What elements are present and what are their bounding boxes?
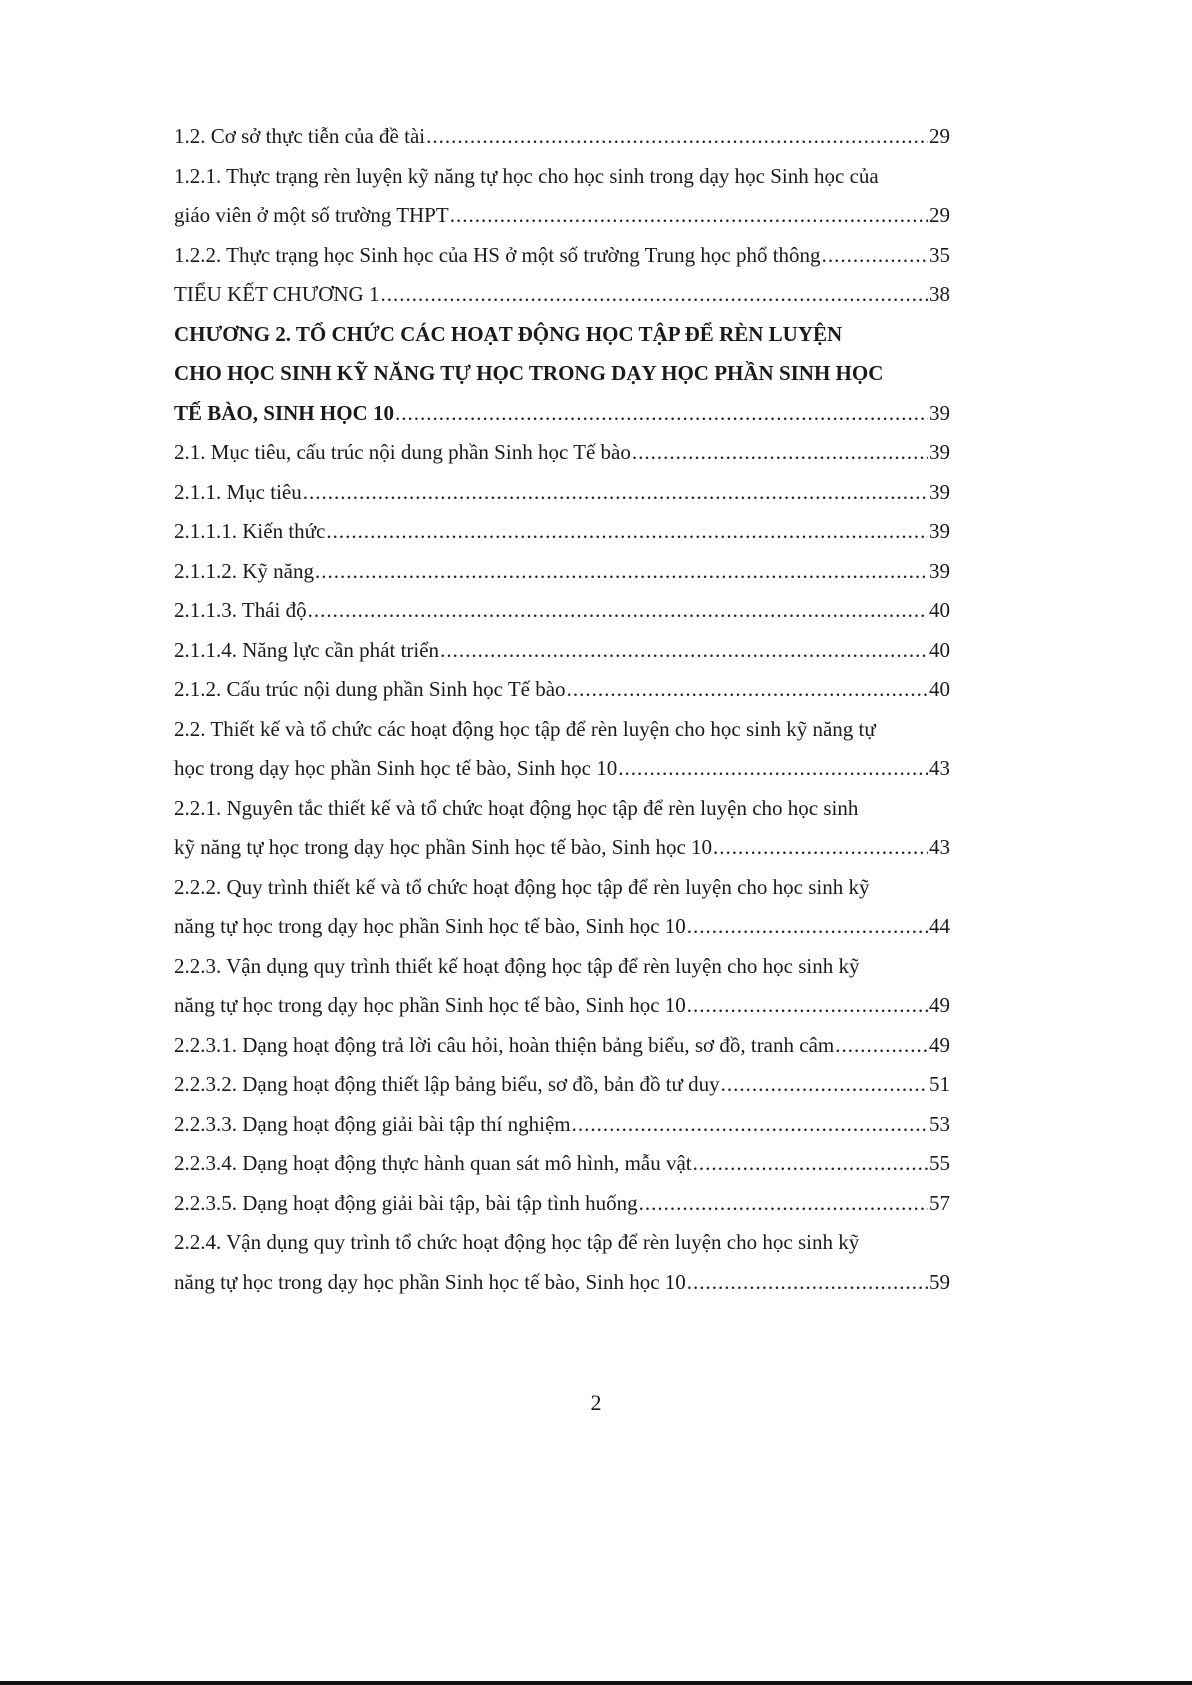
toc-line — [174, 1144, 950, 1184]
page-number: 2 — [590, 1390, 602, 1415]
toc-entry-text: 2.2.4. Vận dụng quy trình tổ chức hoạt động học tập để rèn luyện cho học sinh kỹ — [174, 1230, 860, 1254]
toc-line — [174, 315, 950, 355]
toc-line — [174, 275, 950, 315]
toc-line — [174, 710, 950, 750]
toc-entry-text: 2.1. Mục tiêu, cấu trúc nội dung phần Sinh học Tế bào — [174, 440, 631, 464]
toc-entry — [174, 1065, 950, 1105]
toc-dot-leader — [308, 591, 928, 631]
toc-entry — [174, 1026, 950, 1066]
toc-page-number: 53 — [929, 1111, 950, 1136]
toc-line — [174, 1184, 950, 1224]
toc-page-number: 44 — [929, 914, 950, 938]
toc-page-number: 40 — [929, 637, 950, 662]
toc-page-number: 49 — [929, 1032, 950, 1057]
toc-dot-leader — [835, 1026, 928, 1066]
toc-entry-text: 2.1.1.3. Thái độ — [174, 598, 307, 622]
toc-entry-text: 2.1.1.1. Kiến thức — [174, 519, 326, 543]
toc-entry-text: 2.1.1.4. Năng lực cần phát triển — [174, 637, 440, 662]
toc-entry-text: giáo viên ở một số trường THPT — [174, 203, 449, 227]
toc-line — [174, 1263, 950, 1303]
toc-entry — [174, 157, 950, 236]
toc-entry-text: kỹ năng tự học trong dạy học phần Sinh học tế bào, Sinh học 10 — [174, 835, 713, 859]
toc-entry — [174, 552, 950, 592]
toc-entry-text: năng tự học trong dạy học phần Sinh học tế bào, Sinh học 10 — [174, 993, 686, 1017]
toc-line — [174, 236, 950, 276]
toc-entry-text: 2.2.3.5. Dạng hoạt động giải bài tập, bài tập tình huống — [174, 1190, 638, 1215]
toc-entry-text: năng tự học trong dạy học phần Sinh học tế bào, Sinh học 10 — [174, 914, 686, 938]
toc-dot-leader — [687, 907, 928, 947]
toc-page-number: 59 — [929, 1269, 950, 1294]
toc-line — [174, 828, 950, 868]
toc-entry-text: học trong dạy học phần Sinh học tế bào, Sinh học 10 — [174, 756, 618, 780]
toc-dot-leader — [567, 670, 928, 710]
toc-entry — [174, 236, 950, 276]
toc-line — [174, 157, 950, 197]
toc-dot-leader — [693, 1144, 928, 1184]
toc-page-number: 38 — [929, 282, 950, 306]
toc-line — [174, 907, 950, 947]
toc-entry — [174, 1105, 950, 1145]
toc-page-number: 39 — [929, 558, 950, 583]
toc-dot-leader — [687, 986, 928, 1026]
toc-page-number: 40 — [929, 598, 950, 622]
toc-dot-leader — [426, 117, 928, 157]
toc-line — [174, 354, 950, 394]
toc-entry-text: 2.1.1. Mục tiêu — [174, 479, 302, 504]
toc-entry-text: 1.2.1. Thực trạng rèn luyện kỹ năng tự học cho học sinh trong dạy học Sinh học của — [174, 163, 879, 188]
toc-entry-text: 1.2. Cơ sở thực tiễn của đề tài — [174, 124, 426, 148]
toc-line — [174, 947, 950, 987]
toc-page-number: 39 — [929, 479, 950, 504]
toc-line — [174, 1065, 950, 1105]
toc-line — [174, 986, 950, 1026]
toc-dot-leader — [632, 433, 928, 473]
toc-dot-leader — [326, 512, 928, 552]
toc-entry — [174, 512, 950, 552]
toc-entry-text: 2.2.1. Nguyên tắc thiết kế và tổ chức hoạt động học tập để rèn luyện cho học sinh — [174, 795, 859, 820]
toc-page-number: 55 — [929, 1151, 950, 1175]
toc-entry — [174, 433, 950, 473]
toc-entry-text: 2.1.2. Cấu trúc nội dung phần Sinh học Tế bào — [174, 677, 566, 701]
toc-line — [174, 749, 950, 789]
toc-page-number: 49 — [929, 993, 950, 1017]
toc-line — [174, 1223, 950, 1263]
toc-dot-leader — [395, 394, 928, 434]
toc-entry — [174, 1184, 950, 1224]
toc-page-number: 39 — [929, 440, 950, 464]
toc-entry — [174, 275, 950, 315]
toc-line — [174, 473, 950, 513]
toc-line — [174, 868, 950, 908]
toc-line — [174, 117, 950, 157]
toc-entry-text: 1.2.2. Thực trạng học Sinh học của HS ở một số trường Trung học phổ thông — [174, 242, 821, 267]
toc-dot-leader — [315, 552, 928, 592]
toc-dot-leader — [303, 473, 928, 513]
toc-entry — [174, 947, 950, 1026]
table-of-contents — [174, 117, 950, 1302]
toc-dot-leader — [687, 1263, 928, 1303]
toc-line — [174, 1026, 950, 1066]
toc-line — [174, 670, 950, 710]
toc-line — [174, 552, 950, 592]
toc-page-number: 35 — [929, 242, 950, 267]
toc-entry — [174, 670, 950, 710]
toc-page-number: 29 — [929, 203, 950, 227]
toc-entry — [174, 868, 950, 947]
toc-entry-text: 2.2.3.4. Dạng hoạt động thực hành quan sát mô hình, mẫu vật — [174, 1151, 692, 1175]
bottom-edge-bar — [0, 1681, 1192, 1685]
toc-line — [174, 512, 950, 552]
toc-entry — [174, 473, 950, 513]
toc-page-number: 29 — [929, 124, 950, 148]
toc-dot-leader — [440, 631, 928, 671]
toc-entry-text: TIỂU KẾT CHƯƠNG 1 — [174, 282, 380, 306]
toc-line — [174, 433, 950, 473]
toc-line — [174, 631, 950, 671]
toc-entry — [174, 1144, 950, 1184]
toc-entry — [174, 591, 950, 631]
toc-line — [174, 394, 950, 434]
toc-dot-leader — [639, 1184, 928, 1224]
toc-entry-text: 2.2. Thiết kế và tổ chức các hoạt động học tập để rèn luyện cho học sinh kỹ năng tự — [174, 716, 876, 741]
toc-line — [174, 789, 950, 829]
toc-page-number: 43 — [929, 756, 950, 780]
toc-page-number: 51 — [929, 1072, 950, 1096]
toc-dot-leader — [721, 1065, 928, 1105]
toc-dot-leader — [618, 749, 928, 789]
toc-entry-text: 2.2.3.2. Dạng hoạt động thiết lập bảng biểu, sơ đồ, bản đồ tư duy — [174, 1072, 720, 1096]
toc-entry — [174, 789, 950, 868]
toc-entry — [174, 117, 950, 157]
toc-line — [174, 196, 950, 236]
toc-entry-text: 2.2.2. Quy trình thiết kế và tổ chức hoạt động học tập để rèn luyện cho học sinh kỹ — [174, 874, 870, 899]
toc-entry-text: 2.2.3.3. Dạng hoạt động giải bài tập thí nghiệm — [174, 1111, 571, 1136]
toc-page-number: 57 — [929, 1190, 950, 1215]
toc-entry-text: CHƯƠNG 2. TỔ CHỨC CÁC HOẠT ĐỘNG HỌC TẬP ĐỂ RÈN LUYỆN — [174, 321, 843, 346]
toc-entry-text: TẾ BÀO, SINH HỌC 10 — [174, 400, 394, 425]
toc-page-number: 39 — [929, 400, 950, 425]
toc-page-number: 43 — [929, 835, 950, 859]
toc-entry-text: CHO HỌC SINH KỸ NĂNG TỰ HỌC TRONG DẠY HỌC PHẦN SINH HỌC — [174, 361, 884, 385]
toc-dot-leader — [713, 828, 928, 868]
toc-dot-leader — [450, 196, 928, 236]
toc-entry — [174, 631, 950, 671]
toc-line — [174, 591, 950, 631]
toc-entry — [174, 1223, 950, 1302]
toc-page-number: 40 — [929, 677, 950, 701]
toc-entry — [174, 710, 950, 789]
toc-dot-leader — [380, 275, 928, 315]
toc-entry-text: 2.2.3. Vận dụng quy trình thiết kế hoạt động học tập để rèn luyện cho học sinh kỹ — [174, 953, 860, 978]
toc-entry-text: năng tự học trong dạy học phần Sinh học tế bào, Sinh học 10 — [174, 1269, 686, 1294]
toc-entry — [174, 315, 950, 434]
toc-dot-leader — [822, 236, 928, 276]
toc-line — [174, 1105, 950, 1145]
toc-dot-leader — [572, 1105, 928, 1145]
toc-entry-text: 2.1.1.2. Kỹ năng — [174, 558, 314, 583]
toc-entry-text: 2.2.3.1. Dạng hoạt động trả lời câu hỏi, hoàn thiện bảng biểu, sơ đồ, tranh câm — [174, 1032, 835, 1057]
toc-page-number: 39 — [929, 519, 950, 543]
